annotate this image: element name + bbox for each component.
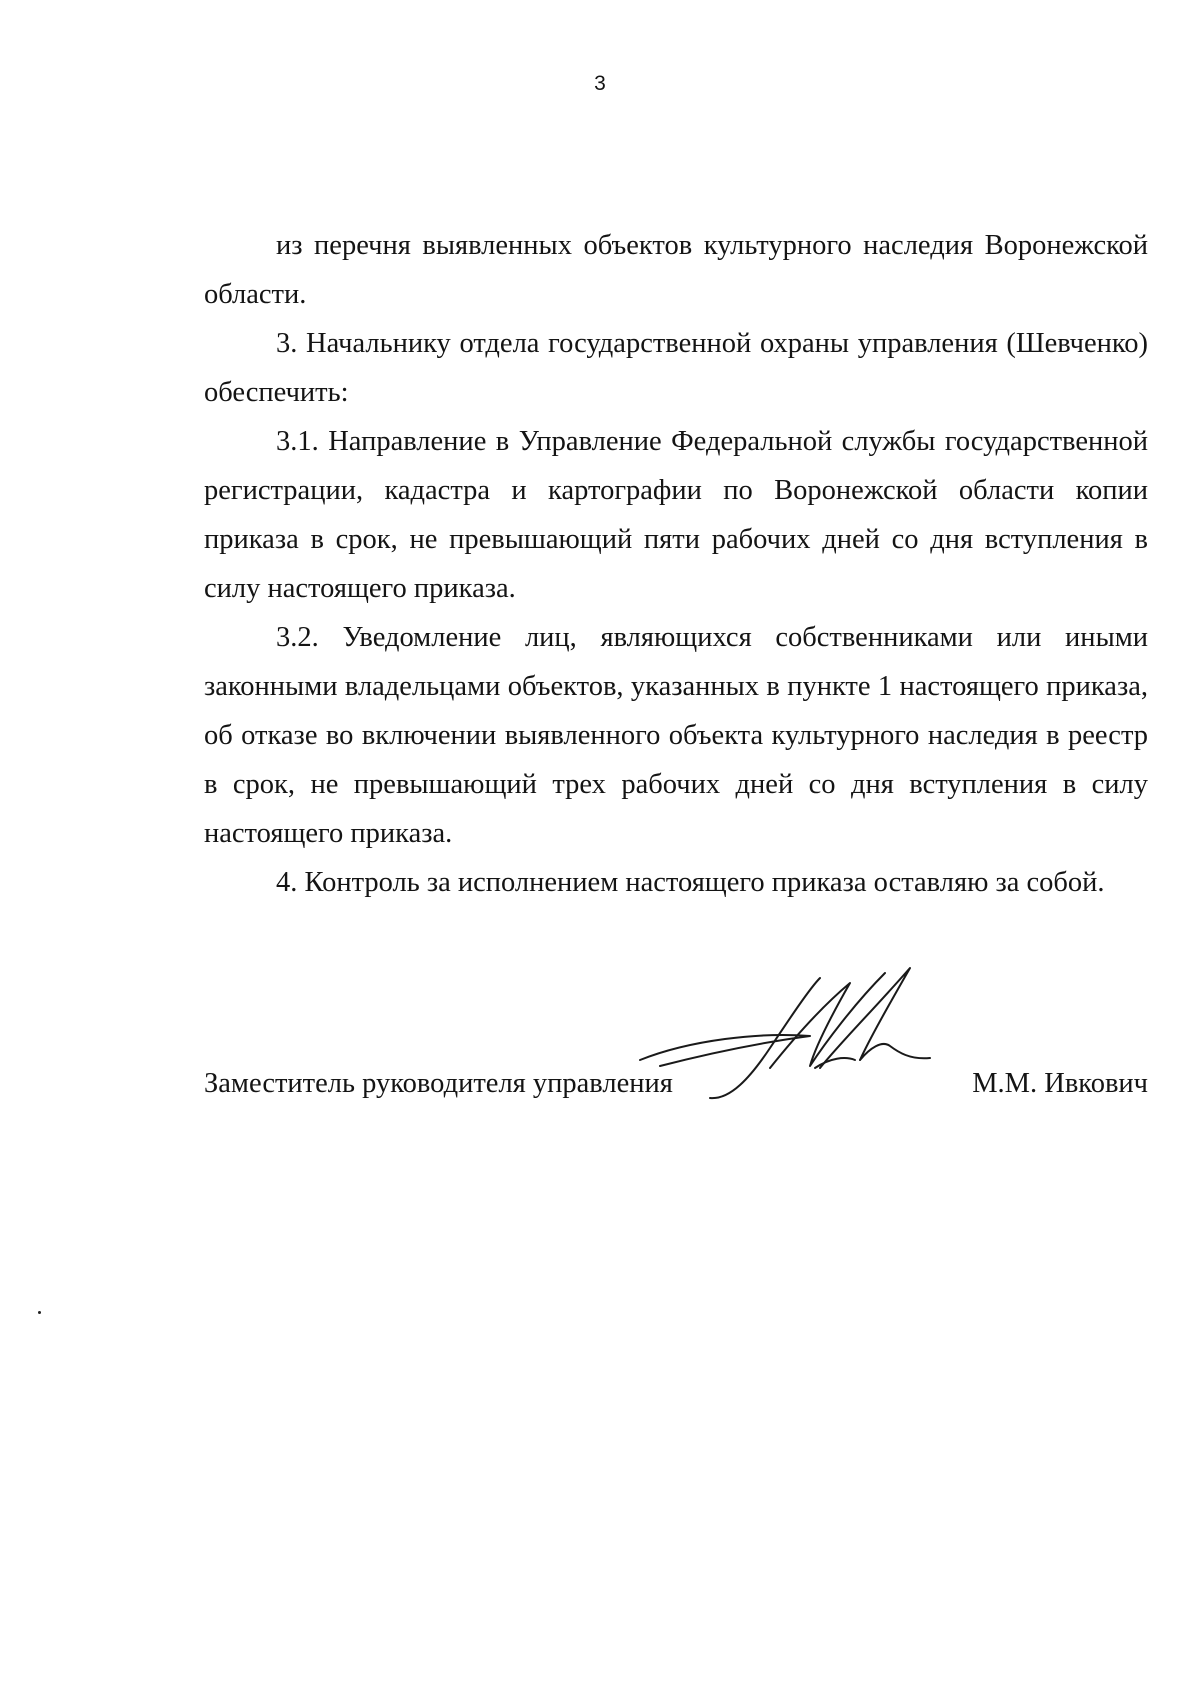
signatory-name: М.М. Ивкович xyxy=(972,1068,1148,1099)
document-body xyxy=(204,221,1148,907)
paragraph-item-4: 4. Контроль за исполнением настоящего приказа оставляю за собой. xyxy=(276,867,1105,898)
scan-speck xyxy=(38,1311,41,1314)
page-number: 3 xyxy=(594,72,606,95)
signatory-position: Заместитель руководителя управления xyxy=(204,1068,673,1099)
handwritten-signature xyxy=(620,948,960,1118)
paragraph-item-3-1: 3.1. Направление в Управление Федеральной службы государственной регистрации, кадастра и картографии по Воронежской области копии приказа в срок, не превышающий пяти рабочих дней со дня вступления в силу настоящего приказа. xyxy=(204,426,1148,604)
paragraph-item-3: 3. Начальнику отдела государственной охраны управления (Шевченко) обеспечить: xyxy=(204,328,1148,408)
paragraph-continuation: из перечня выявленных объектов культурного наследия Воронежской области. xyxy=(204,230,1148,310)
paragraph-item-3-2: 3.2. Уведомление лиц, являющихся собственниками или иными законными владельцами объектов, указанных в пункте 1 настоящего приказа, об отказе во включении выявленного объекта культурного наследия в реестр в срок, не превышающий трех рабочих дней со дня вступления в силу настоящего приказа. xyxy=(204,622,1148,849)
